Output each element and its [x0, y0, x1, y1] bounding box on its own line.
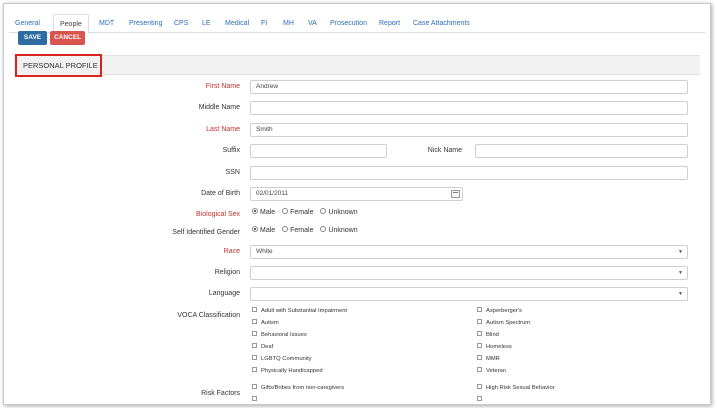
gender-label: Self Identified Gender — [172, 229, 240, 236]
checkbox-icon — [477, 384, 482, 389]
biological-sex-radio-group — [252, 209, 363, 216]
gender-option-female[interactable] — [282, 227, 313, 234]
suffix-label: Suffix — [222, 147, 240, 154]
caret-down-icon: ▼ — [678, 249, 683, 255]
tab-mh[interactable]: MH — [283, 20, 294, 27]
checkbox-label: Autism Spectrum — [486, 320, 531, 327]
tab-prosecution[interactable]: Prosecution — [330, 20, 367, 27]
checkbox-label: Autism — [261, 320, 279, 327]
save-button[interactable]: SAVE — [18, 31, 47, 45]
option-label: Unknown — [328, 209, 358, 216]
middle-name-input[interactable] — [250, 101, 688, 115]
voca-checkbox[interactable] — [252, 320, 279, 326]
checkbox-icon — [252, 307, 257, 312]
last-name-label: Last Name — [206, 126, 240, 133]
checkbox-label: Adult with Substantial Impairment — [261, 308, 348, 315]
option-label: Male — [260, 209, 276, 216]
religion-select[interactable] — [250, 266, 688, 280]
checkbox-icon — [477, 319, 482, 324]
bio-sex-option-female[interactable] — [282, 209, 313, 216]
gender-option-male[interactable] — [252, 227, 275, 234]
checkbox-label: LGBTQ Community — [261, 356, 312, 363]
radio-icon — [320, 208, 326, 214]
tab-va[interactable]: VA — [308, 20, 317, 27]
risk-checkbox-partial[interactable] — [252, 397, 261, 403]
first-name-input[interactable]: Andrew — [250, 80, 688, 94]
checkbox-icon — [477, 343, 482, 348]
voca-checkbox[interactable] — [477, 320, 530, 326]
voca-checkbox[interactable] — [252, 368, 323, 374]
tab-report[interactable]: Report — [379, 20, 401, 27]
gender-option-unknown[interactable] — [320, 227, 357, 234]
tab-bar — [9, 10, 705, 33]
last-name-input[interactable]: Smith — [250, 123, 688, 137]
checkbox-label: Deaf — [261, 344, 274, 351]
voca-checkbox[interactable] — [252, 332, 307, 338]
option-label: Male — [260, 227, 276, 234]
middle-name-label: Middle Name — [198, 104, 240, 111]
caret-down-icon: ▼ — [678, 291, 683, 297]
checkbox-icon — [252, 396, 257, 401]
checkbox-icon — [252, 319, 257, 324]
voca-checkbox[interactable] — [252, 308, 347, 314]
checkbox-label: Asperberger's — [486, 308, 522, 315]
checkbox-icon — [477, 331, 482, 336]
cancel-button[interactable]: CANCEL — [50, 31, 85, 45]
checkbox-icon — [252, 384, 257, 389]
option-label: Female — [290, 209, 314, 216]
risk-checkbox[interactable] — [252, 385, 344, 391]
religion-label: Religion — [214, 269, 240, 276]
section-title: PERSONAL PROFILE — [15, 54, 102, 77]
checkbox-icon — [477, 367, 482, 372]
voca-checkbox[interactable] — [477, 356, 500, 362]
tab-cps[interactable]: CPS — [174, 20, 189, 27]
risk-checkbox[interactable] — [477, 385, 555, 391]
voca-label: VOCA Classification — [177, 312, 240, 319]
nick-name-input[interactable] — [475, 144, 688, 158]
checkbox-icon — [477, 307, 482, 312]
dob-label: Date of Birth — [201, 190, 240, 197]
checkbox-icon — [477, 396, 482, 401]
tab-mdt[interactable]: MDT — [99, 20, 115, 27]
first-name-label: First Name — [205, 83, 240, 90]
checkbox-label: Veteran — [486, 368, 506, 375]
language-select[interactable] — [250, 287, 688, 301]
checkbox-label: Gifts/Bribes from non-caregivers — [261, 385, 345, 392]
checkbox-icon — [252, 367, 257, 372]
section-header-bar — [14, 55, 700, 75]
app-frame — [3, 3, 711, 405]
suffix-input[interactable] — [250, 144, 387, 158]
race-select[interactable] — [250, 245, 688, 259]
checkbox-icon — [477, 355, 482, 360]
checkbox-icon — [252, 355, 257, 360]
voca-checkbox[interactable] — [477, 308, 522, 314]
radio-selected-icon — [252, 226, 258, 232]
checkbox-icon — [252, 343, 257, 348]
biological-sex-label: Biological Sex — [196, 211, 240, 218]
radio-icon — [282, 226, 288, 232]
tab-medical[interactable]: Medical — [225, 20, 250, 27]
checkbox-label: Behavioral Issues — [261, 332, 307, 339]
voca-checkbox[interactable] — [252, 344, 273, 350]
tab-people[interactable]: People — [53, 14, 89, 34]
tab-case-attachments[interactable]: Case Attachments — [413, 20, 470, 27]
gender-radio-group — [252, 227, 363, 234]
voca-checkbox[interactable] — [477, 368, 506, 374]
nick-name-label: Nick Name — [427, 147, 462, 154]
caret-down-icon: ▼ — [678, 270, 683, 276]
dob-input[interactable] — [250, 187, 463, 201]
risk-factors-label: Risk Factors — [201, 390, 240, 397]
bio-sex-option-male[interactable] — [252, 209, 275, 216]
dob-value: 02/01/2011 — [256, 190, 289, 197]
voca-checkbox[interactable] — [477, 332, 499, 338]
language-label: Language — [208, 290, 240, 297]
radio-selected-icon — [252, 208, 258, 214]
option-label: Unknown — [328, 227, 358, 234]
ssn-input[interactable] — [250, 166, 688, 180]
checkbox-label: Blind — [486, 332, 499, 339]
tab-general[interactable]: General — [15, 20, 40, 27]
tab-presenting[interactable]: Presenting — [129, 20, 163, 27]
risk-checkbox-partial[interactable] — [477, 397, 486, 403]
option-label: Female — [290, 227, 314, 234]
tab-le[interactable]: LE — [202, 20, 211, 27]
checkbox-label: Physically Handicapped — [261, 368, 323, 375]
checkbox-label: High Risk Sexual Behavior — [486, 385, 555, 392]
calendar-icon[interactable] — [451, 190, 460, 198]
bio-sex-option-unknown[interactable] — [320, 209, 357, 216]
voca-checkbox[interactable] — [477, 344, 512, 350]
race-label: Race — [223, 248, 240, 255]
race-value: White — [256, 248, 273, 255]
voca-checkbox[interactable] — [252, 356, 312, 362]
checkbox-label: MMR — [486, 356, 500, 363]
radio-icon — [320, 226, 326, 232]
tab-fi[interactable]: FI — [261, 20, 268, 27]
checkbox-label: Homeless — [486, 344, 512, 351]
ssn-label: SSN — [225, 169, 240, 176]
radio-icon — [282, 208, 288, 214]
checkbox-icon — [252, 331, 257, 336]
